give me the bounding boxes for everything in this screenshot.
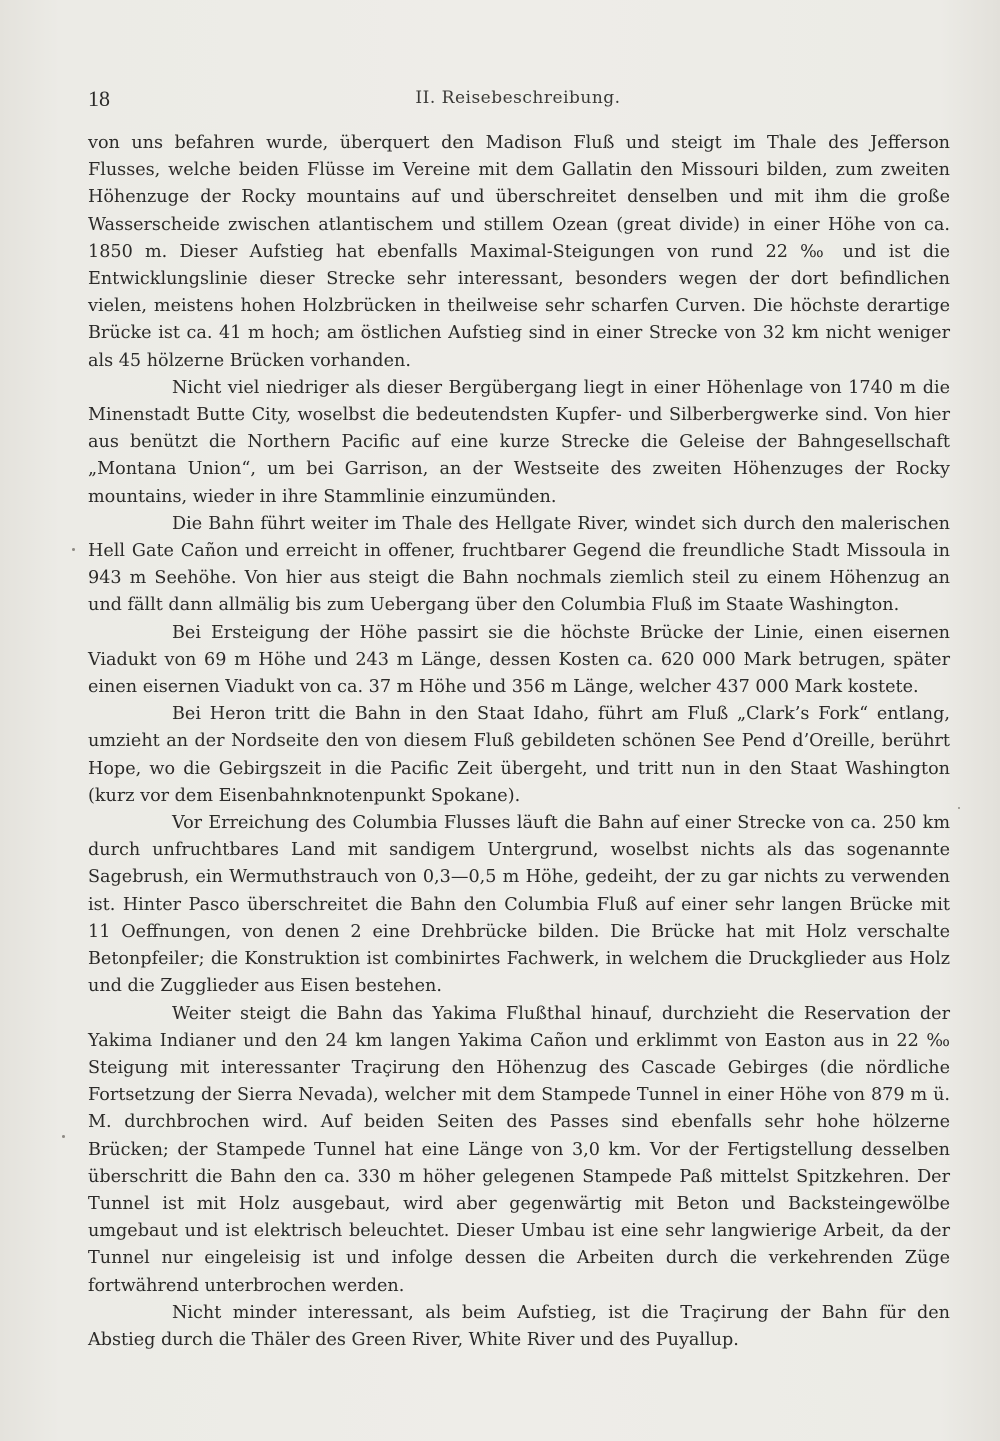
paragraph-3: Die Bahn führt weiter im Thale des Hellgate River, windet sich durch den malerischen Hell Gate Cañon und erreicht in offener, fruchtbarer Gegend die freundliche Stadt Missoula in 943 m Seehöhe. Von hier aus steigt die Bahn nochmals ziemlich steil zu einem Höhenzug an und fällt dann allmälig bis zum Uebergang über den Columbia Fluß im Staate Washington. bbox=[88, 513, 950, 616]
paragraph-7: Weiter steigt die Bahn das Yakima Flußthal hinauf, durchzieht die Reservation der Yakima Indianer und den 24 km langen Yakima Cañon und erklimmt von Easton aus in 22 ‰ Steigung mit interessanter Traçirung den Höhenzug des Cascade Gebirges (die nördliche Fortsetzung der Sierra Nevada), welcher mit dem Stampede Tunnel in einer Höhe von 879 m ü. M. durchbrochen wird. Auf beiden Seiten des Passes sind ebenfalls sehr hohe hölzerne Brücken; der Stampede Tunnel hat eine Länge von 3,0 km. Vor der Fertigstellung desselben überschritt die Bahn den ca. 330 m höher gelegenen Stampede Paß mittelst Spitzkehren. Der Tunnel ist mit Holz ausgebaut, wird aber gegenwärtig mit Beton und Backsteingewölbe umgebaut und ist elektrisch beleuchtet. Dieser Umbau ist eine sehr langwierige Arbeit, da der Tunnel nur eingeleisig ist und infolge dessen die Arbeiten durch die verkehrenden Züge fortwährend unterbrochen werden. bbox=[88, 1003, 950, 1296]
paragraph-5: Bei Heron tritt die Bahn in den Staat Idaho, führt am Fluß „Clark’s Fork“ entlang, umzieht an der Nordseite den von diesem Fluß gebildeten schönen See Pend d’Oreille, berührt Hope, wo die Gebirgszeit in die Pacific Zeit übergeht, und tritt nun in den Staat Washington (kurz vor dem Eisenbahnknotenpunkt Spokane). bbox=[88, 704, 950, 806]
body-text bbox=[88, 130, 950, 1354]
paragraph-2: Nicht viel niedriger als dieser Bergübergang liegt in einer Höhenlage von 1740 m die Minenstadt Butte City, woselbst die bedeutendsten Kupfer- und Silberbergwerke sind. Von hier aus benützt die Northern Pacific auf eine kurze Strecke die Geleise der Bahngesellschaft „Montana Union“, um bei Garrison, an der Westseite des zweiten Höhenzuges der Rocky mountains, wieder in ihre Stammlinie einzumünden. bbox=[88, 377, 950, 507]
paragraph-1: von uns befahren wurde, überquert den Madison Fluß und steigt im Thale des Jefferson Flusses, welche beiden Flüsse im Vereine mit dem Gallatin den Missouri bilden, zum zweiten Höhenzuge der Rocky mountains auf und überschreitet denselben und mit ihm die große Wasserscheide zwischen atlantischem und stillem Ozean (great divide) in einer Höhe von ca. 1850 m. Dieser Aufstieg hat ebenfalls Maximal-Steigungen von rund 22 ‰ und ist die Entwicklungslinie dieser Strecke sehr interessant, besonders wegen der dort befindlichen vielen, meistens hohen Holzbrücken in theilweise sehr scharfen Curven. Die höchste derartige Brücke ist ca. 41 m hoch; am östlichen Aufstieg sind in einer Strecke von 32 km nicht weniger als 45 hölzerne Brücken vorhanden. bbox=[88, 133, 950, 371]
page-header bbox=[88, 86, 948, 116]
page-number: 18 bbox=[88, 86, 110, 111]
paragraph-6: Vor Erreichung des Columbia Flusses läuft die Bahn auf einer Strecke von ca. 250 km durch unfruchtbares Land mit sandigem Untergrund, woselbst nichts als das sogenannte Sagebrush, ein Wermuthstrauch von 0,3—0,5 m Höhe, gedeiht, der zu gar nichts zu verwenden ist. Hinter Pasco überschreitet die Bahn den Columbia Fluß auf einer sehr langen Brücke mit 11 Oeffnungen, von denen 2 eine Drehbrücke bilden. Die Brücke hat mit Holz verschalte Betonpfeiler; die Konstruktion ist combinirtes Fachwerk, in welchem die Druckglieder aus Holz und die Zugglieder aus Eisen bestehen. bbox=[88, 813, 950, 997]
paragraph-4: Bei Ersteigung der Höhe passirt sie die höchste Brücke der Linie, einen eisernen Viadukt von 69 m Höhe und 243 m Länge, dessen Kosten ca. 620 000 Mark betrugen, später einen eisernen Viadukt von ca. 37 m Höhe und 356 m Länge, welcher 437 000 Mark kostete. bbox=[88, 622, 950, 698]
paper-speck bbox=[62, 1135, 65, 1138]
paper-speck bbox=[72, 548, 75, 551]
running-head: II. Reisebeschreibung. bbox=[415, 88, 621, 108]
paragraph-8: Nicht minder interessant, als beim Aufstieg, ist die Traçirung der Bahn für den Abstieg durch die Thäler des Green River, White River und des Puyallup. bbox=[88, 1302, 950, 1350]
paper-speck bbox=[958, 807, 960, 809]
